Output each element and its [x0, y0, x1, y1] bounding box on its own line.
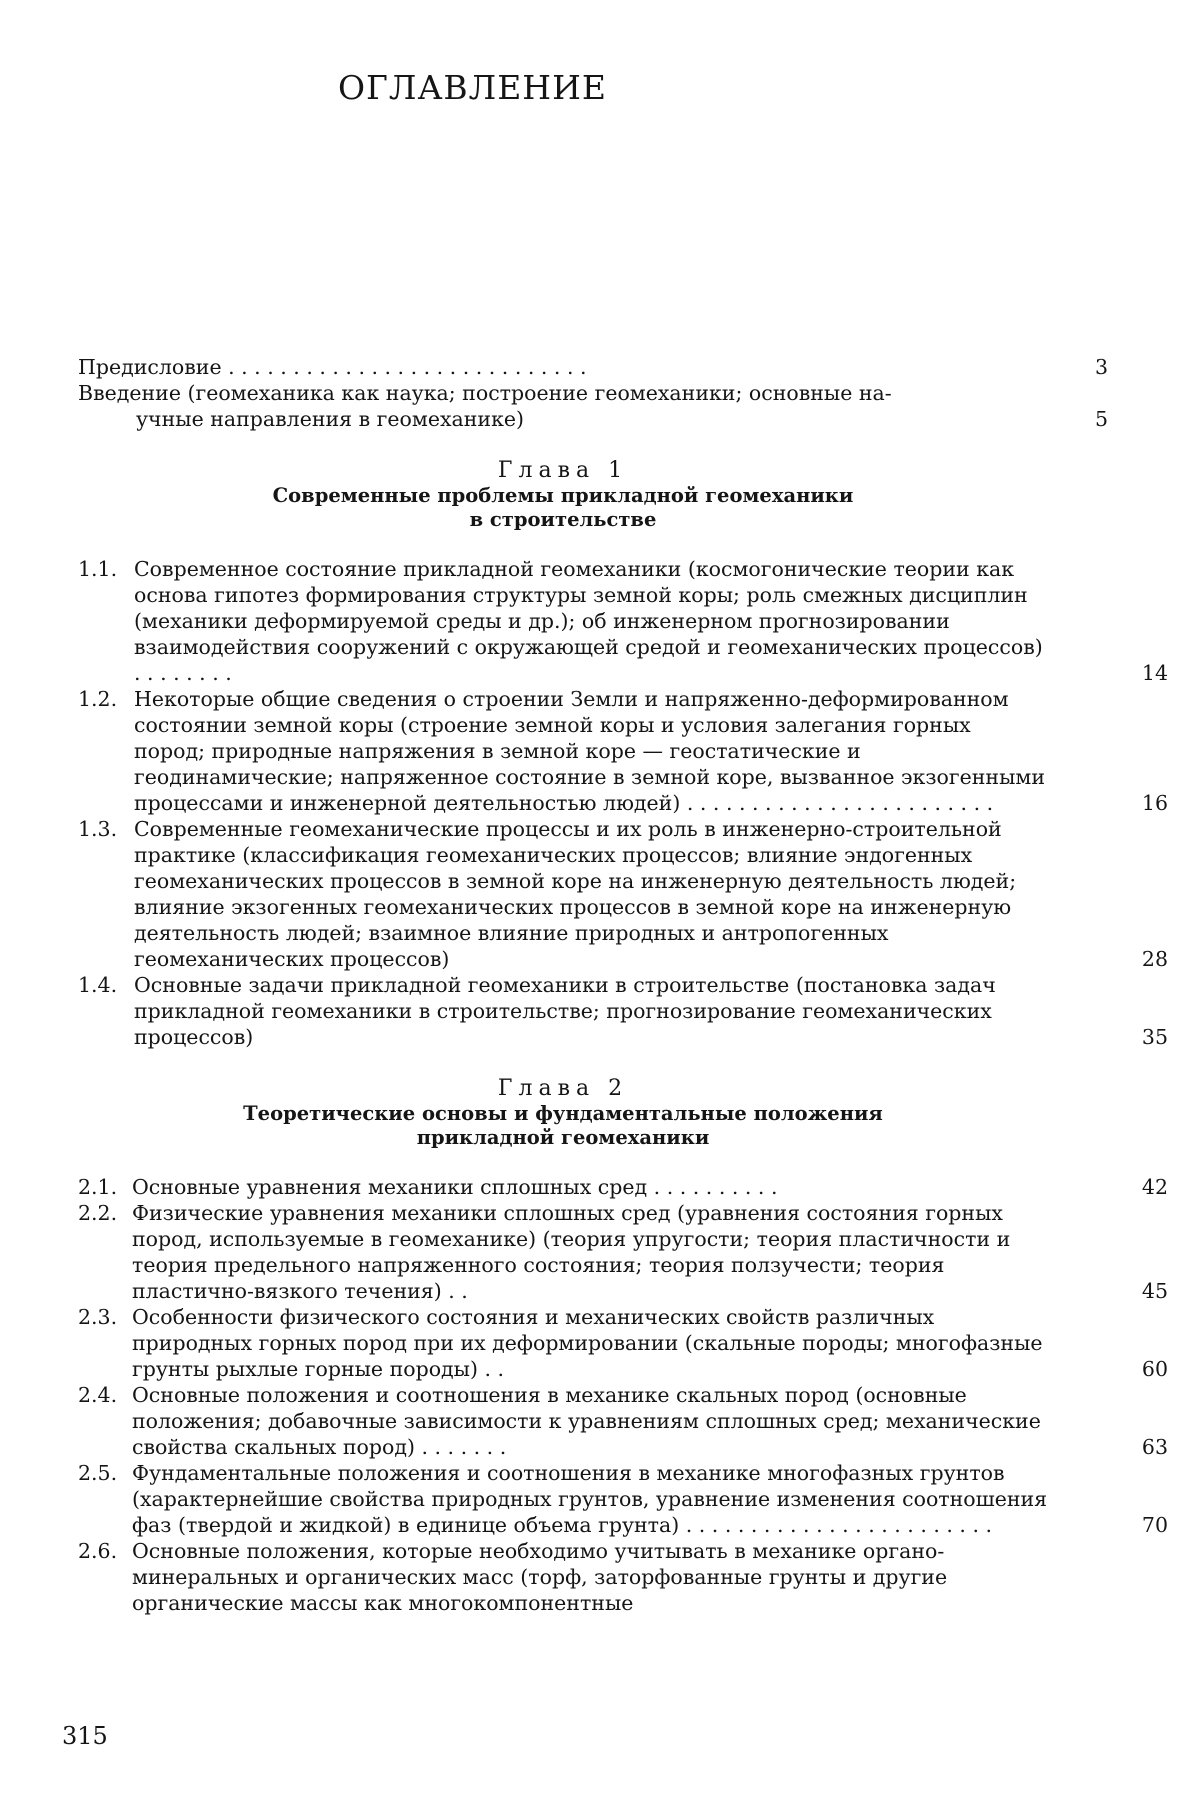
section-number: 1.1.: [78, 557, 118, 581]
toc-entry-text-continued: учные направления в геомеханике): [136, 407, 525, 431]
section-number: 2.5.: [78, 1461, 118, 1485]
toc-section-entry: [78, 972, 1168, 1050]
chapter-label: Глава 1: [497, 458, 629, 483]
section-number: 2.1.: [78, 1175, 118, 1199]
section-number: 2.6.: [78, 1539, 118, 1563]
toc-entry-text: Предисловие . . . . . . . . . . . . . . . . . . . . . . . . . . . .: [78, 355, 587, 379]
section-number: 1.2.: [78, 687, 118, 711]
chapter-heading: [78, 1076, 1048, 1150]
toc-section-entry: [78, 816, 1168, 972]
toc-page-number: 5: [1094, 407, 1108, 431]
section-title: Основные задачи прикладной геомеханики в строительстве (постановка задач прикладной геомеханики в строительстве; прогнозирование геомеханических процессов): [134, 973, 996, 1049]
toc-page-number: 28: [1141, 947, 1168, 971]
section-title: Физические уравнения механики сплошных сред (уравнения состояния горных пород, используемые в геомеханике) (теория упругости; теория пластичности и теория предельного напряженного состояния; теория ползучести; теория пластично-вязкого течения) . .: [132, 1201, 1011, 1303]
table-of-contents: [78, 354, 1168, 1616]
toc-section-entry: [78, 556, 1168, 686]
chapter-heading: [78, 458, 1048, 532]
chapter-title-line: в строительстве: [469, 508, 657, 531]
chapter-label: Глава 2: [497, 1076, 629, 1101]
toc-section-entry: [78, 1460, 1168, 1538]
toc-page-number: 63: [1141, 1435, 1168, 1459]
section-number: 2.3.: [78, 1305, 118, 1329]
toc-page-number: 45: [1141, 1279, 1168, 1303]
section-title: Фундаментальные положения и соотношения в механике многофазных грунтов (характернейшие свойства природных грунтов, уравнение изменения соотношения фаз (твердой и жидкой) в единице объема грунта) . . . . . . . . . . . . . . . . . . . . . . . .: [132, 1461, 1048, 1537]
toc-page-number: 3: [1094, 355, 1108, 379]
section-number: 2.2.: [78, 1201, 118, 1225]
chapter-title-line: Современные проблемы прикладной геомеханики: [272, 484, 854, 507]
toc-page-number: 42: [1141, 1175, 1168, 1199]
section-title: Современные геомеханические процессы и их роль в инженерно-строительной практике (классификация геомеханических процессов; влияние эндогенных геомеханических процессов в земной коре на инженерную деятельность людей; влияние экзогенных геомеханических процессов в земной коре на инженерную деятельность людей; взаимное влияние природных и антропогенных геомеханических процессов): [134, 817, 1017, 971]
toc-section-entry: [78, 686, 1168, 816]
toc-section-entry: [78, 1382, 1168, 1460]
toc-entry-introduction: [78, 380, 1108, 432]
section-title: Некоторые общие сведения о строении Земли и напряженно-деформированном состоянии земной коры (строение земной коры и условия залегания горных пород; природные напряжения в земной коре — геостатические и геодинамические; напряженное состояние в земной коре, вызванное экзогенными процессами и инженерной деятельностью людей) . . . . . . . . . . . . . . . . . . . . . . . .: [134, 687, 1045, 815]
toc-page-number: 60: [1141, 1357, 1168, 1381]
section-title: Особенности физического состояния и механических свойств различных природных горных пород при их деформировании (скальные породы; многофазные грунты рыхлые горные породы) . .: [132, 1305, 1043, 1381]
toc-section-entry: [78, 1174, 1168, 1200]
section-title: Основные положения, которые необходимо учитывать в механике органо-минеральных и органических масс (торф, заторфованные грунты и другие органические массы как многокомпонентные: [132, 1539, 948, 1615]
section-title: Основные уравнения механики сплошных сред . . . . . . . . . .: [132, 1175, 778, 1199]
page-title: ОГЛАВЛЕНИЕ: [338, 68, 607, 107]
toc-page-number: 16: [1141, 791, 1168, 815]
section-title: Современное состояние прикладной геомеханики (космогонические теории как основа гипотез формирования структуры земной коры; роль смежных дисциплин (механики деформируемой среды и др.); об инженерном прогнозировании взаимодействия сооружений с окружающей средой и геомеханических процессов) . . . . . . . .: [134, 557, 1043, 685]
toc-entry-text: Введение (геомеханика как наука; построение геомеханики; основные на-: [78, 381, 892, 405]
toc-section-entry: [78, 1200, 1168, 1304]
section-number: 2.4.: [78, 1383, 118, 1407]
toc-section-entry: [78, 1304, 1168, 1382]
page-folio-number: 315: [62, 1722, 108, 1750]
toc-page-number: 14: [1141, 661, 1168, 685]
toc-page-number: 70: [1141, 1513, 1168, 1537]
section-title: Основные положения и соотношения в механике скальных пород (основные положения; добавочные зависимости к уравнениям сплошных сред; механические свойства скальных пород) . . . . . . .: [132, 1383, 1041, 1459]
toc-entry-preface: [78, 354, 1108, 380]
chapter-title-line: прикладной геомеханики: [416, 1126, 710, 1149]
toc-page-number: 35: [1141, 1025, 1168, 1049]
toc-section-entry: [78, 1538, 1108, 1616]
section-number: 1.3.: [78, 817, 118, 841]
section-number: 1.4.: [78, 973, 118, 997]
chapter-title-line: Теоретические основы и фундаментальные положения: [243, 1102, 883, 1125]
